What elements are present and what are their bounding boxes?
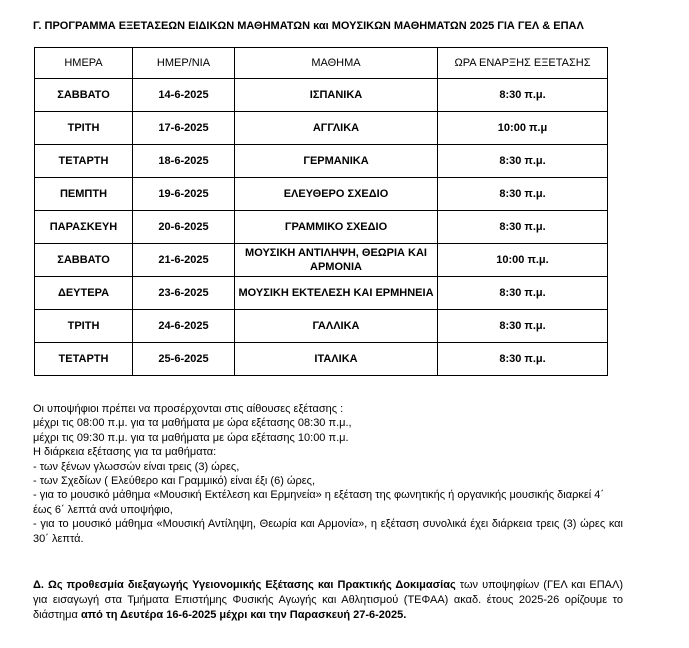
row-subject: ΓΕΡΜΑΝΙΚΑ: [235, 145, 438, 178]
note-line: - για το μουσικό μάθημα «Μουσική Αντίληψη, Θεωρία και Αρμονία», η εξέταση συνολικά έχει διάρκεια τρεις (3) ώρες και 30΄ λεπτά.: [33, 518, 623, 545]
row-subject: ΓΡΑΜΜΙΚΟ ΣΧΕΔΙΟ: [235, 211, 438, 244]
row-date: 17-6-2025: [133, 112, 235, 145]
section-d-body: των υποψηφίων (ΓΕΛ και ΕΠΑΛ) για εισαγωγή στα Τμήματα Επιστήμης Φυσικής Αγωγής και Αθλητισμού (ΤΕΦΑΑ) ακαδ. έτους 2025-26 ορίζουμε το διάστημα: [33, 579, 623, 621]
row-subject: ΓΑΛΛΙΚΑ: [235, 310, 438, 343]
section-d-bold-deadline: προθεσμία διεξαγωγής Υγειονομικής Εξέτασης και Πρακτικής Δοκιμασίας: [66, 579, 456, 591]
table-row: [35, 79, 608, 112]
table-row: [35, 343, 608, 376]
exam-schedule-table: [34, 47, 608, 376]
row-day: ΣΑΒΒΑΤΟ: [35, 79, 133, 112]
row-time: 8:30 π.μ.: [438, 178, 608, 211]
note-line: μέχρι τις 08:00 π.μ. για τα μαθήματα με ώρα εξέτασης 08:30 π.μ.,: [33, 417, 352, 430]
row-day: ΤΡΙΤΗ: [35, 112, 133, 145]
table-row: [35, 145, 608, 178]
row-date: 21-6-2025: [133, 244, 235, 277]
note-line: Οι υποψήφιοι πρέπει να προσέρχονται στις αίθουσες εξέτασης :: [33, 403, 344, 415]
table-header-row: [35, 48, 608, 79]
section-d-bold-dates: από τη Δευτέρα 16-6-2025 μέχρι και την Παρασκευή 27-6-2025.: [80, 609, 407, 621]
row-date: 25-6-2025: [133, 343, 235, 376]
row-time: 8:30 π.μ.: [438, 211, 608, 244]
section-d-paragraph: [33, 578, 623, 623]
note-line: - των ξένων γλωσσών είναι τρεις (3) ώρες,: [33, 460, 240, 473]
row-subject: ΜΟΥΣΙΚΗ ΕΚΤΕΛΕΣΗ ΚΑΙ ΕΡΜΗΝΕΙΑ: [235, 277, 438, 310]
note-line: μέχρι τις 09:30 π.μ. για τα μαθήματα με ώρα εξέτασης 10:00 π.μ.: [33, 431, 349, 444]
row-time: 8:30 π.μ.: [438, 79, 608, 112]
section-d-prefix: Δ. Ως: [33, 579, 67, 591]
row-subject: ΑΓΓΛΙΚΑ: [235, 112, 438, 145]
row-date: 19-6-2025: [133, 178, 235, 211]
header-date: ΗΜΕΡ/ΝΙΑ: [133, 48, 235, 79]
row-date: 23-6-2025: [133, 277, 235, 310]
row-day: ΣΑΒΒΑΤΟ: [35, 244, 133, 277]
row-subject: ΙΣΠΑΝΙΚΑ: [235, 79, 438, 112]
row-subject: ΙΤΑΛΙΚΑ: [235, 343, 438, 376]
row-day: ΤΕΤΑΡΤΗ: [35, 145, 133, 178]
row-subject: ΕΛΕΥΘΕΡΟ ΣΧΕΔΙΟ: [235, 178, 438, 211]
note-line: - των Σχεδίων ( Ελεύθερο και Γραμμικό) είναι έξι (6) ώρες,: [33, 475, 316, 488]
header-subject: ΜΑΘΗΜΑ: [235, 48, 438, 79]
table-row: [35, 178, 608, 211]
note-line: Η διάρκεια εξέτασης για τα μαθήματα:: [33, 446, 217, 459]
row-day: ΤΡΙΤΗ: [35, 310, 133, 343]
row-time: 8:30 π.μ.: [438, 343, 608, 376]
row-day: ΠΕΜΠΤΗ: [35, 178, 133, 211]
row-time: 8:30 π.μ.: [438, 145, 608, 178]
note-line: - για το μουσικό μάθημα «Μουσική Εκτέλεση και Ερμηνεία» η εξέταση της φωνητικής ή οργανικής μουσικής διαρκεί 4΄ έως 6΄ λεπτά ανά υποψήφιο,: [33, 489, 605, 516]
document-title: Γ. ΠΡΟΓΡΑΜΜΑ ΕΞΕΤΑΣΕΩΝ ΕΙΔΙΚΩΝ ΜΑΘΗΜΑΤΩΝ και ΜΟΥΣΙΚΩΝ ΜΑΘΗΜΑΤΩΝ 2025 ΓΙΑ ΓΕΛ & ΕΠΑΛ: [33, 20, 584, 32]
table-row: [35, 244, 608, 277]
exam-notes: [33, 402, 623, 546]
header-day: ΗΜΕΡΑ: [35, 48, 133, 79]
row-date: 14-6-2025: [133, 79, 235, 112]
row-time: 10:00 π.μ.: [438, 244, 608, 277]
row-time: 8:30 π.μ.: [438, 277, 608, 310]
row-date: 24-6-2025: [133, 310, 235, 343]
table-row: [35, 112, 608, 145]
table-row: [35, 277, 608, 310]
header-start-time: ΩΡΑ ΕΝΑΡΞΗΣ ΕΞΕΤΑΣΗΣ: [438, 48, 608, 79]
row-day: ΤΕΤΑΡΤΗ: [35, 343, 133, 376]
row-date: 18-6-2025: [133, 145, 235, 178]
table-row: [35, 310, 608, 343]
table-row: [35, 211, 608, 244]
row-day: ΔΕΥΤΕΡΑ: [35, 277, 133, 310]
row-time: 10:00 π.μ: [438, 112, 608, 145]
row-date: 20-6-2025: [133, 211, 235, 244]
row-day: ΠΑΡΑΣΚΕΥΗ: [35, 211, 133, 244]
row-time: 8:30 π.μ.: [438, 310, 608, 343]
row-subject: ΜΟΥΣΙΚΗ ΑΝΤΙΛΗΨΗ, ΘΕΩΡΙΑ ΚΑΙ ΑΡΜΟΝΙΑ: [235, 244, 438, 277]
